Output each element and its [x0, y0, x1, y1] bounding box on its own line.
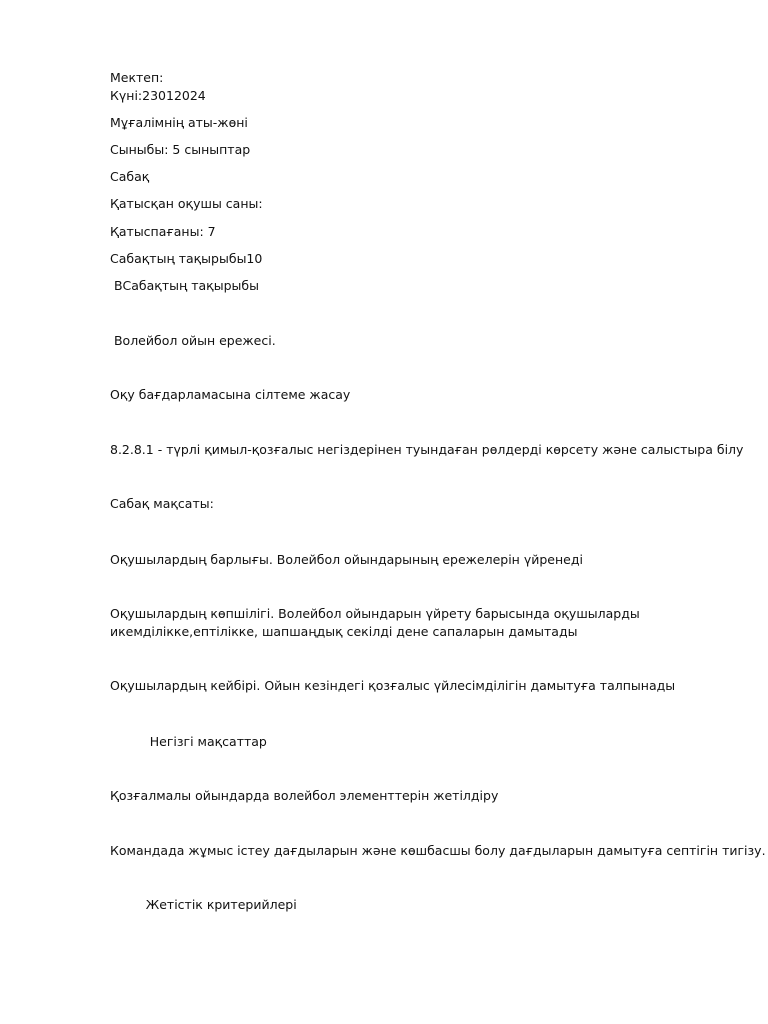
criteria-heading: Жетістік критерийлері	[110, 897, 297, 912]
topic-value: Волейбол ойын ережесі.	[110, 333, 276, 348]
program-ref-value: 8.2.8.1 - түрлі қимыл-қозғалыс негіздерінен туындаған рөлдерді көрсету және салыстыра білу	[110, 442, 744, 457]
objective-most-line-1: Оқушылардың көпшілігі. Волейбол ойындарын үйрету барысында оқушыларды	[110, 606, 640, 621]
class-line: Сыныбы: 5 сыныптар	[110, 142, 251, 157]
date-line: Күні:23012024	[110, 88, 206, 103]
main-goal-2: Командада жұмыс істеу дағдыларын және көшбасшы болу дағдыларын дамытуға септігін тигізу.	[110, 843, 766, 858]
teacher-line: Мұғалімнің аты-жөні	[110, 115, 248, 130]
main-goal-1: Қозғалмалы ойындарда волейбол элементтерін жетілдіру	[110, 788, 499, 803]
objectives-heading: Сабақ мақсаты:	[110, 496, 214, 511]
objective-most-line-2: икемділікке,ептілікке, шапшаңдық секілді дене сапаларын дамытады	[110, 624, 578, 639]
topic-line-1: Сабақтың тақырыбы10	[110, 251, 263, 266]
present-line: Қатысқан оқушы саны:	[110, 196, 263, 211]
school-label: Мектеп:	[110, 70, 164, 85]
objective-some: Оқушылардың кейбірі. Ойын кезіндегі қозғалыс үйлесімділігін дамытуға талпынады	[110, 678, 676, 693]
topic-line-2: ВСабақтың тақырыбы	[110, 278, 259, 293]
main-goals-heading: Негізгі мақсаттар	[110, 734, 267, 749]
lesson-line: Сабақ	[110, 169, 150, 184]
objective-all: Оқушылардың барлығы. Волейбол ойындарының ережелерін үйренеді	[110, 552, 583, 567]
absent-line: Қатыспағаны: 7	[110, 224, 216, 239]
program-ref-heading: Оқу бағдарламасына сілтеме жасау	[110, 387, 351, 402]
